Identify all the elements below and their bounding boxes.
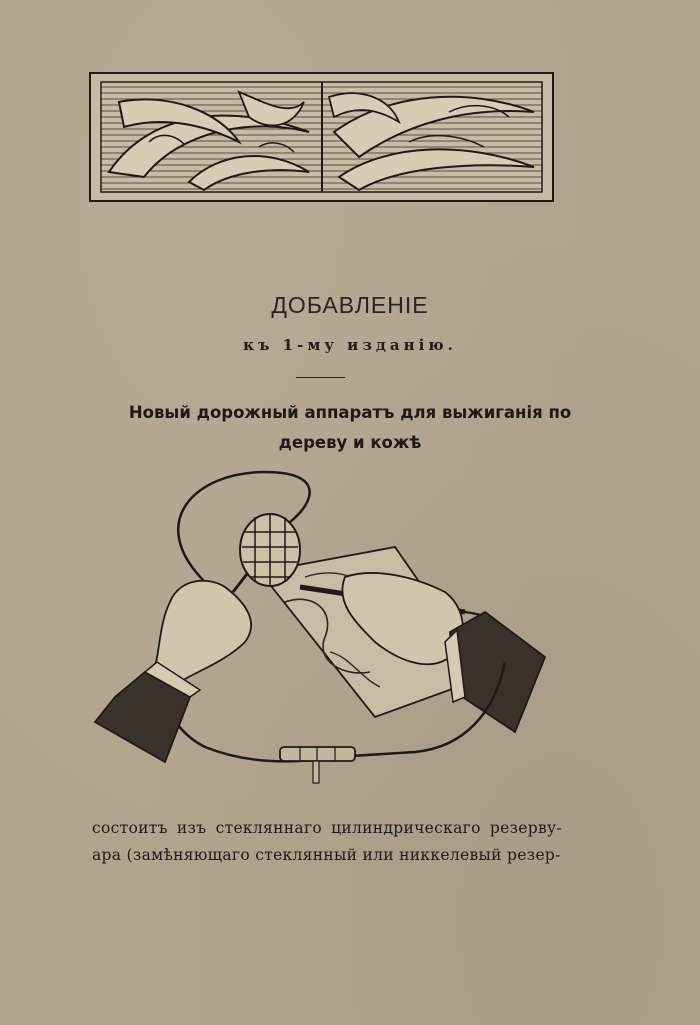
pyrography-apparatus-illustration-icon bbox=[85, 462, 555, 787]
section-heading bbox=[80, 398, 620, 458]
divider-rule bbox=[296, 377, 345, 378]
page-subtitle: къ 1-му изданію. bbox=[243, 336, 457, 354]
heading-line-1: Новый дорожный аппаратъ для выжиганія по bbox=[128, 403, 572, 422]
body-line-2: ара (замѣняющаго стеклянный или никкелевый резер- bbox=[92, 846, 561, 864]
heading-line-2: дереву и кожѣ bbox=[278, 433, 422, 452]
body-paragraph bbox=[92, 815, 562, 869]
page-title: ДОБАВЛЕНІЕ bbox=[271, 292, 429, 318]
body-line-1: состоитъ изъ стекляннаго цилиндрическаго резерву- bbox=[92, 819, 562, 837]
ornament-header-icon bbox=[89, 72, 554, 202]
